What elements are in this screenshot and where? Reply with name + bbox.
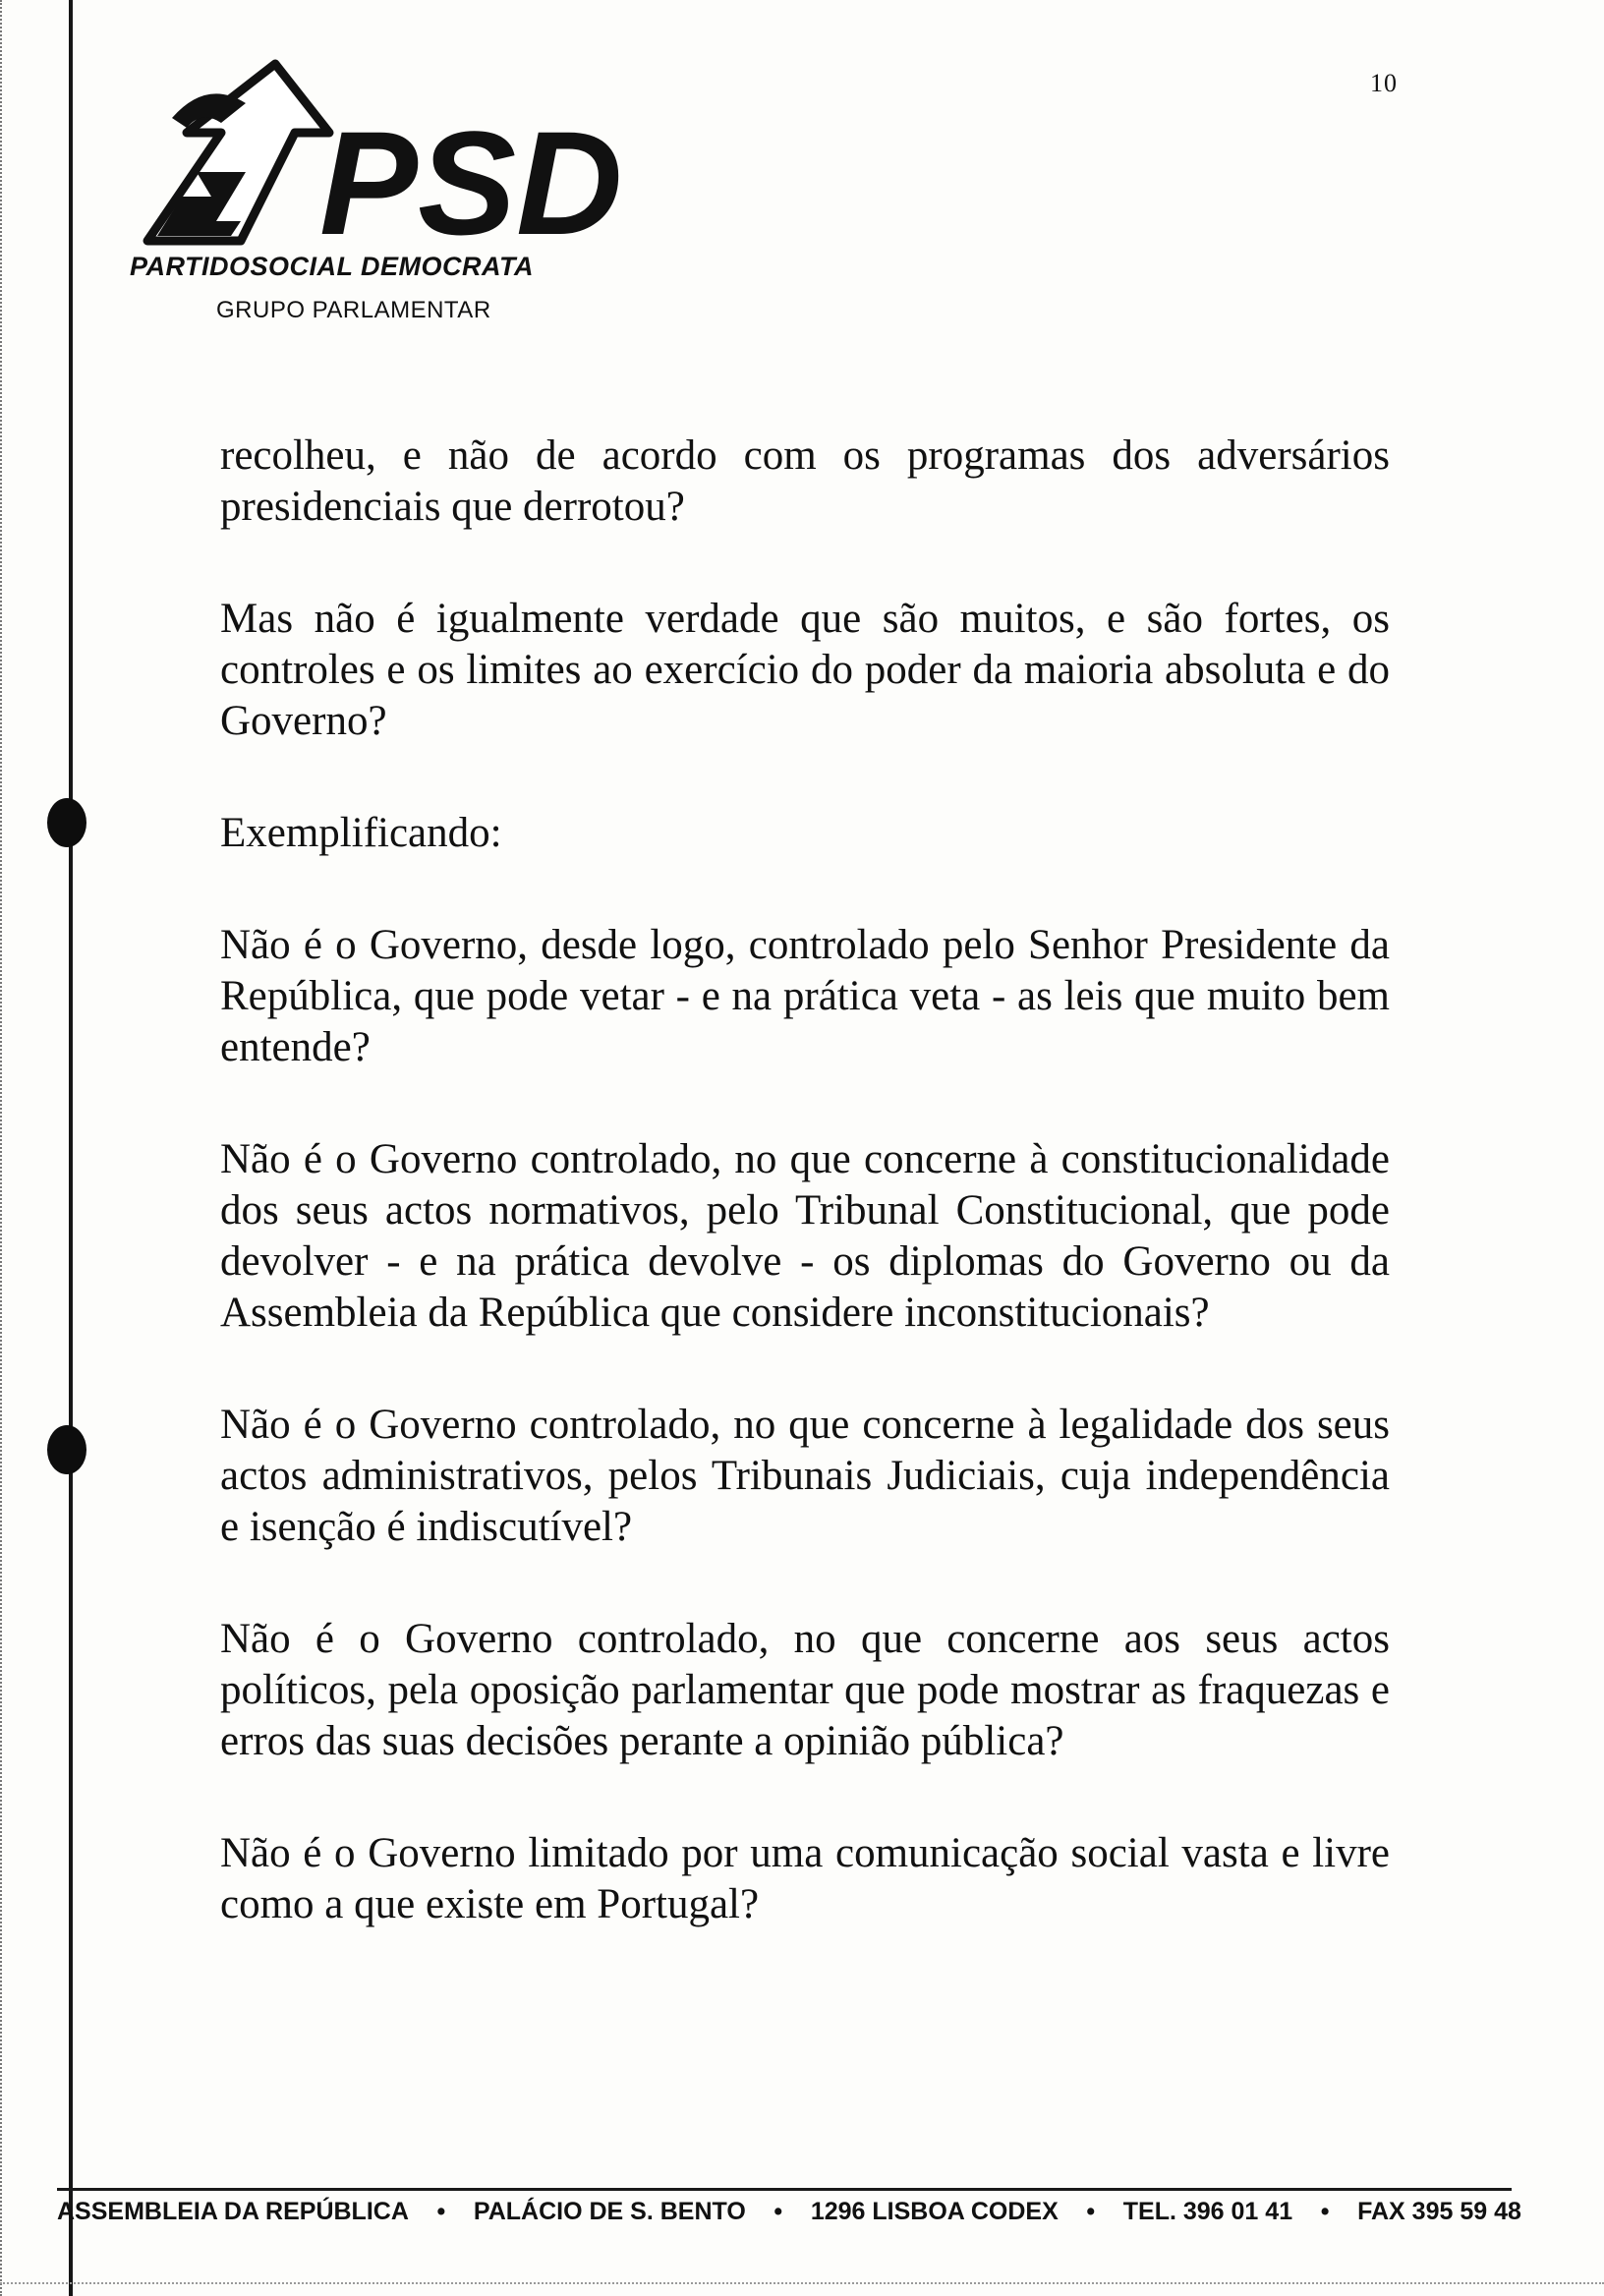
footer-separator: • (773, 2198, 783, 2225)
binding-line (69, 0, 73, 2296)
page-number: 10 (1370, 69, 1398, 97)
scan-edge-marks (0, 0, 10, 2296)
paragraph: Mas não é igualmente verdade que são muitos, e são fortes, os controles e os limites ao exercício do poder da maioria absoluta e do Governo? (220, 596, 1390, 744)
footer-separator: • (1320, 2198, 1330, 2225)
punch-hole (47, 1425, 86, 1474)
paragraph: Não é o Governo controlado, no que concerne à legalidade dos seus actos administrativos, pelos Tribunais Judiciais, cuja independência e isenção é indiscutível? (220, 1402, 1390, 1550)
paragraph: Não é o Governo limitado por uma comunicação social vasta e livre como a que existe em Portugal? (220, 1830, 1390, 1927)
group-name: GRUPO PARLAMENTAR (216, 297, 491, 323)
footer-separator: • (436, 2198, 446, 2225)
logo-text: PSD (319, 100, 623, 256)
paragraph: Exemplificando: (220, 810, 502, 856)
paragraph: Não é o Governo, desde logo, controlado pelo Senhor Presidente da República, que pode vetar - e na prática veta - as leis que muito bem entende? (220, 922, 1390, 1070)
footer-palace: PALÁCIO DE S. BENTO (473, 2198, 746, 2225)
letter-body (220, 430, 1390, 1991)
footer-fax: FAX 395 59 48 (1357, 2198, 1521, 2225)
footer-rule (57, 2188, 1512, 2191)
paragraph: recolheu, e não de acordo com os programas dos adversários presidenciais que derrotou? (220, 432, 1390, 530)
footer-separator: • (1086, 2198, 1096, 2225)
footer-phone: TEL. 396 01 41 (1122, 2198, 1293, 2225)
footer-assembly: ASSEMBLEIA DA REPÚBLICA (57, 2198, 409, 2225)
paragraph: Não é o Governo controlado, no que concerne aos seus actos políticos, pela oposição parlamentar que pode mostrar as fraquezas e erros das suas decisões perante a opinião pública? (220, 1616, 1390, 1764)
punch-hole (47, 798, 86, 847)
psd-logo (128, 59, 639, 344)
psd-arrow-logo-icon (128, 59, 639, 256)
scan-bottom-marks (0, 2282, 1604, 2288)
footer-address (57, 2198, 1521, 2226)
footer-city: 1296 LISBOA CODEX (810, 2198, 1059, 2225)
paragraph: Não é o Governo controlado, no que concerne à constitucionalidade dos seus actos normativos, pelo Tribunal Constitucional, que pode devolver - e na prática devolve - os diplomas do Governo ou da Assembleia da República que considere inconstitucionais? (220, 1136, 1390, 1336)
party-name: PARTIDOSOCIAL DEMOCRATA (130, 252, 535, 281)
